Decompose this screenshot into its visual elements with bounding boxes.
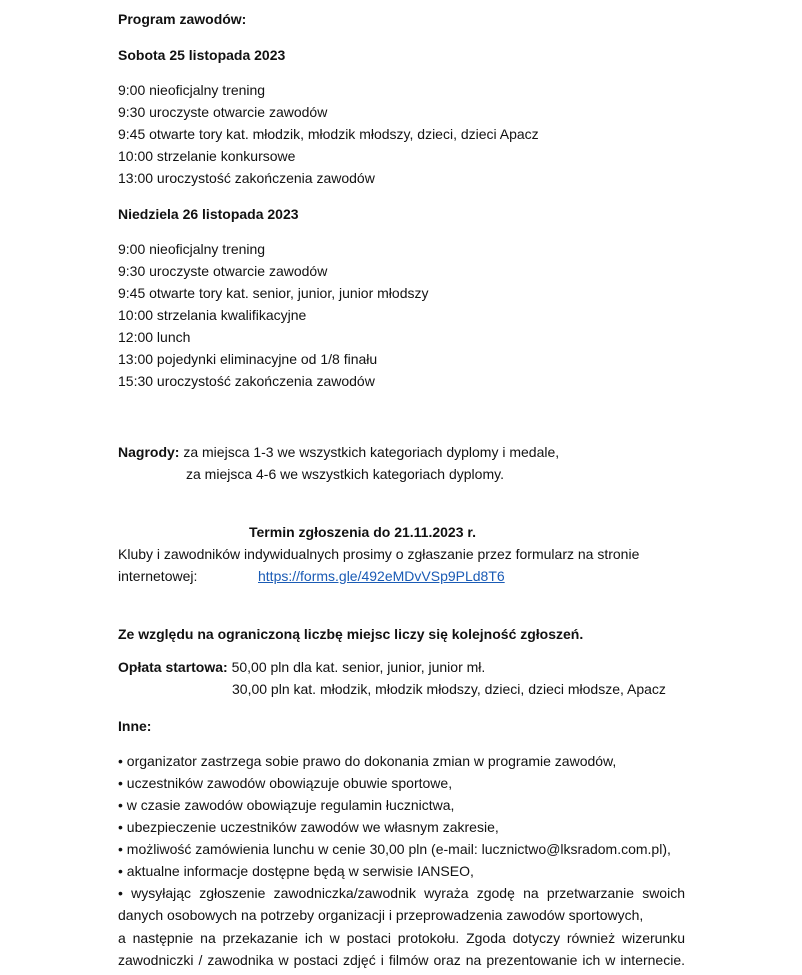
- schedule-item: 13:00 pojedynki eliminacyjne od 1/8 finału: [118, 351, 378, 367]
- awards-label: Nagrody:: [118, 444, 180, 460]
- fee-text-1: 50,00 pln dla kat. senior, junior, junior mł.: [227, 659, 486, 675]
- registration-deadline: Termin zgłoszenia do 21.11.2023 r.: [249, 524, 476, 540]
- registration-text: Kluby i zawodników indywidualnych prosimy o zgłaszanie przez formularz na stronie: [118, 546, 640, 562]
- schedule-item: 13:00 uroczystość zakończenia zawodów: [118, 170, 375, 186]
- consent-line: • wysyłając zgłoszenie zawodniczka/zawodnik wyraża zgodę na przetwarzanie swoich: [118, 885, 685, 901]
- schedule-item: 9:30 uroczyste otwarcie zawodów: [118, 263, 328, 279]
- registration-text-label: internetowej:: [118, 568, 198, 584]
- schedule-item: 15:30 uroczystość zakończenia zawodów: [118, 373, 375, 389]
- awards-line-1: [118, 443, 559, 461]
- fee-line-1: [118, 658, 485, 676]
- awards-text-1: za miejsca 1-3 we wszystkich kategoriach dyplomy i medale,: [179, 444, 560, 460]
- consent-line: zawodniczki / zawodnika w postaci zdjęć i filmów oraz na prezentowanie ich w internecie.: [118, 952, 685, 968]
- schedule-item: 9:30 uroczyste otwarcie zawodów: [118, 104, 328, 120]
- day-title-saturday: Sobota 25 listopada 2023: [118, 47, 286, 63]
- schedule-item: 9:45 otwarte tory kat. senior, junior, junior młodszy: [118, 285, 429, 301]
- schedule-item: 9:45 otwarte tory kat. młodzik, młodzik młodszy, dzieci, dzieci Apacz: [118, 126, 539, 142]
- consent-line: danych osobowych na potrzeby organizacji i przeprowadzenia zawodów sportowych,: [118, 907, 644, 923]
- schedule-item: 10:00 strzelania kwalifikacyjne: [118, 307, 307, 323]
- program-heading: Program zawodów:: [118, 11, 247, 27]
- schedule-item: 10:00 strzelanie konkursowe: [118, 148, 296, 164]
- consent-line: a następnie na przekazanie ich w postaci protokołu. Zgoda dotyczy również wizerunku: [118, 930, 685, 946]
- other-heading: Inne:: [118, 718, 152, 734]
- schedule-item: 9:00 nieoficjalny trening: [118, 241, 266, 257]
- other-bullet: • uczestników zawodów obowiązuje obuwie sportowe,: [118, 775, 453, 791]
- other-bullet: • możliwość zamówienia lunchu w cenie 30,00 pln (e-mail: lucznictwo@lksradom.com.pl),: [118, 841, 671, 857]
- fee-label: Opłata startowa:: [118, 659, 228, 675]
- fee-line-2: 30,00 pln kat. młodzik, młodzik młodszy, dzieci, dzieci młodsze, Apacz: [232, 681, 666, 697]
- other-bullet: • aktualne informacje dostępne będą w serwisie IANSEO,: [118, 863, 474, 879]
- registration-form-link[interactable]: https://forms.gle/492eMDvVSp9PLd8T6: [258, 568, 505, 584]
- schedule-item: 12:00 lunch: [118, 329, 191, 345]
- schedule-item: 9:00 nieoficjalny trening: [118, 82, 266, 98]
- other-bullet: • organizator zastrzega sobie prawo do dokonania zmian w programie zawodów,: [118, 753, 617, 769]
- limited-places-notice: Ze względu na ograniczoną liczbę miejsc liczy się kolejność zgłoszeń.: [118, 626, 584, 642]
- awards-line-2: za miejsca 4-6 we wszystkich kategoriach dyplomy.: [186, 466, 504, 482]
- other-bullet: • ubezpieczenie uczestników zawodów we własnym zakresie,: [118, 819, 499, 835]
- day-title-sunday: Niedziela 26 listopada 2023: [118, 206, 299, 222]
- other-bullet: • w czasie zawodów obowiązuje regulamin łucznictwa,: [118, 797, 455, 813]
